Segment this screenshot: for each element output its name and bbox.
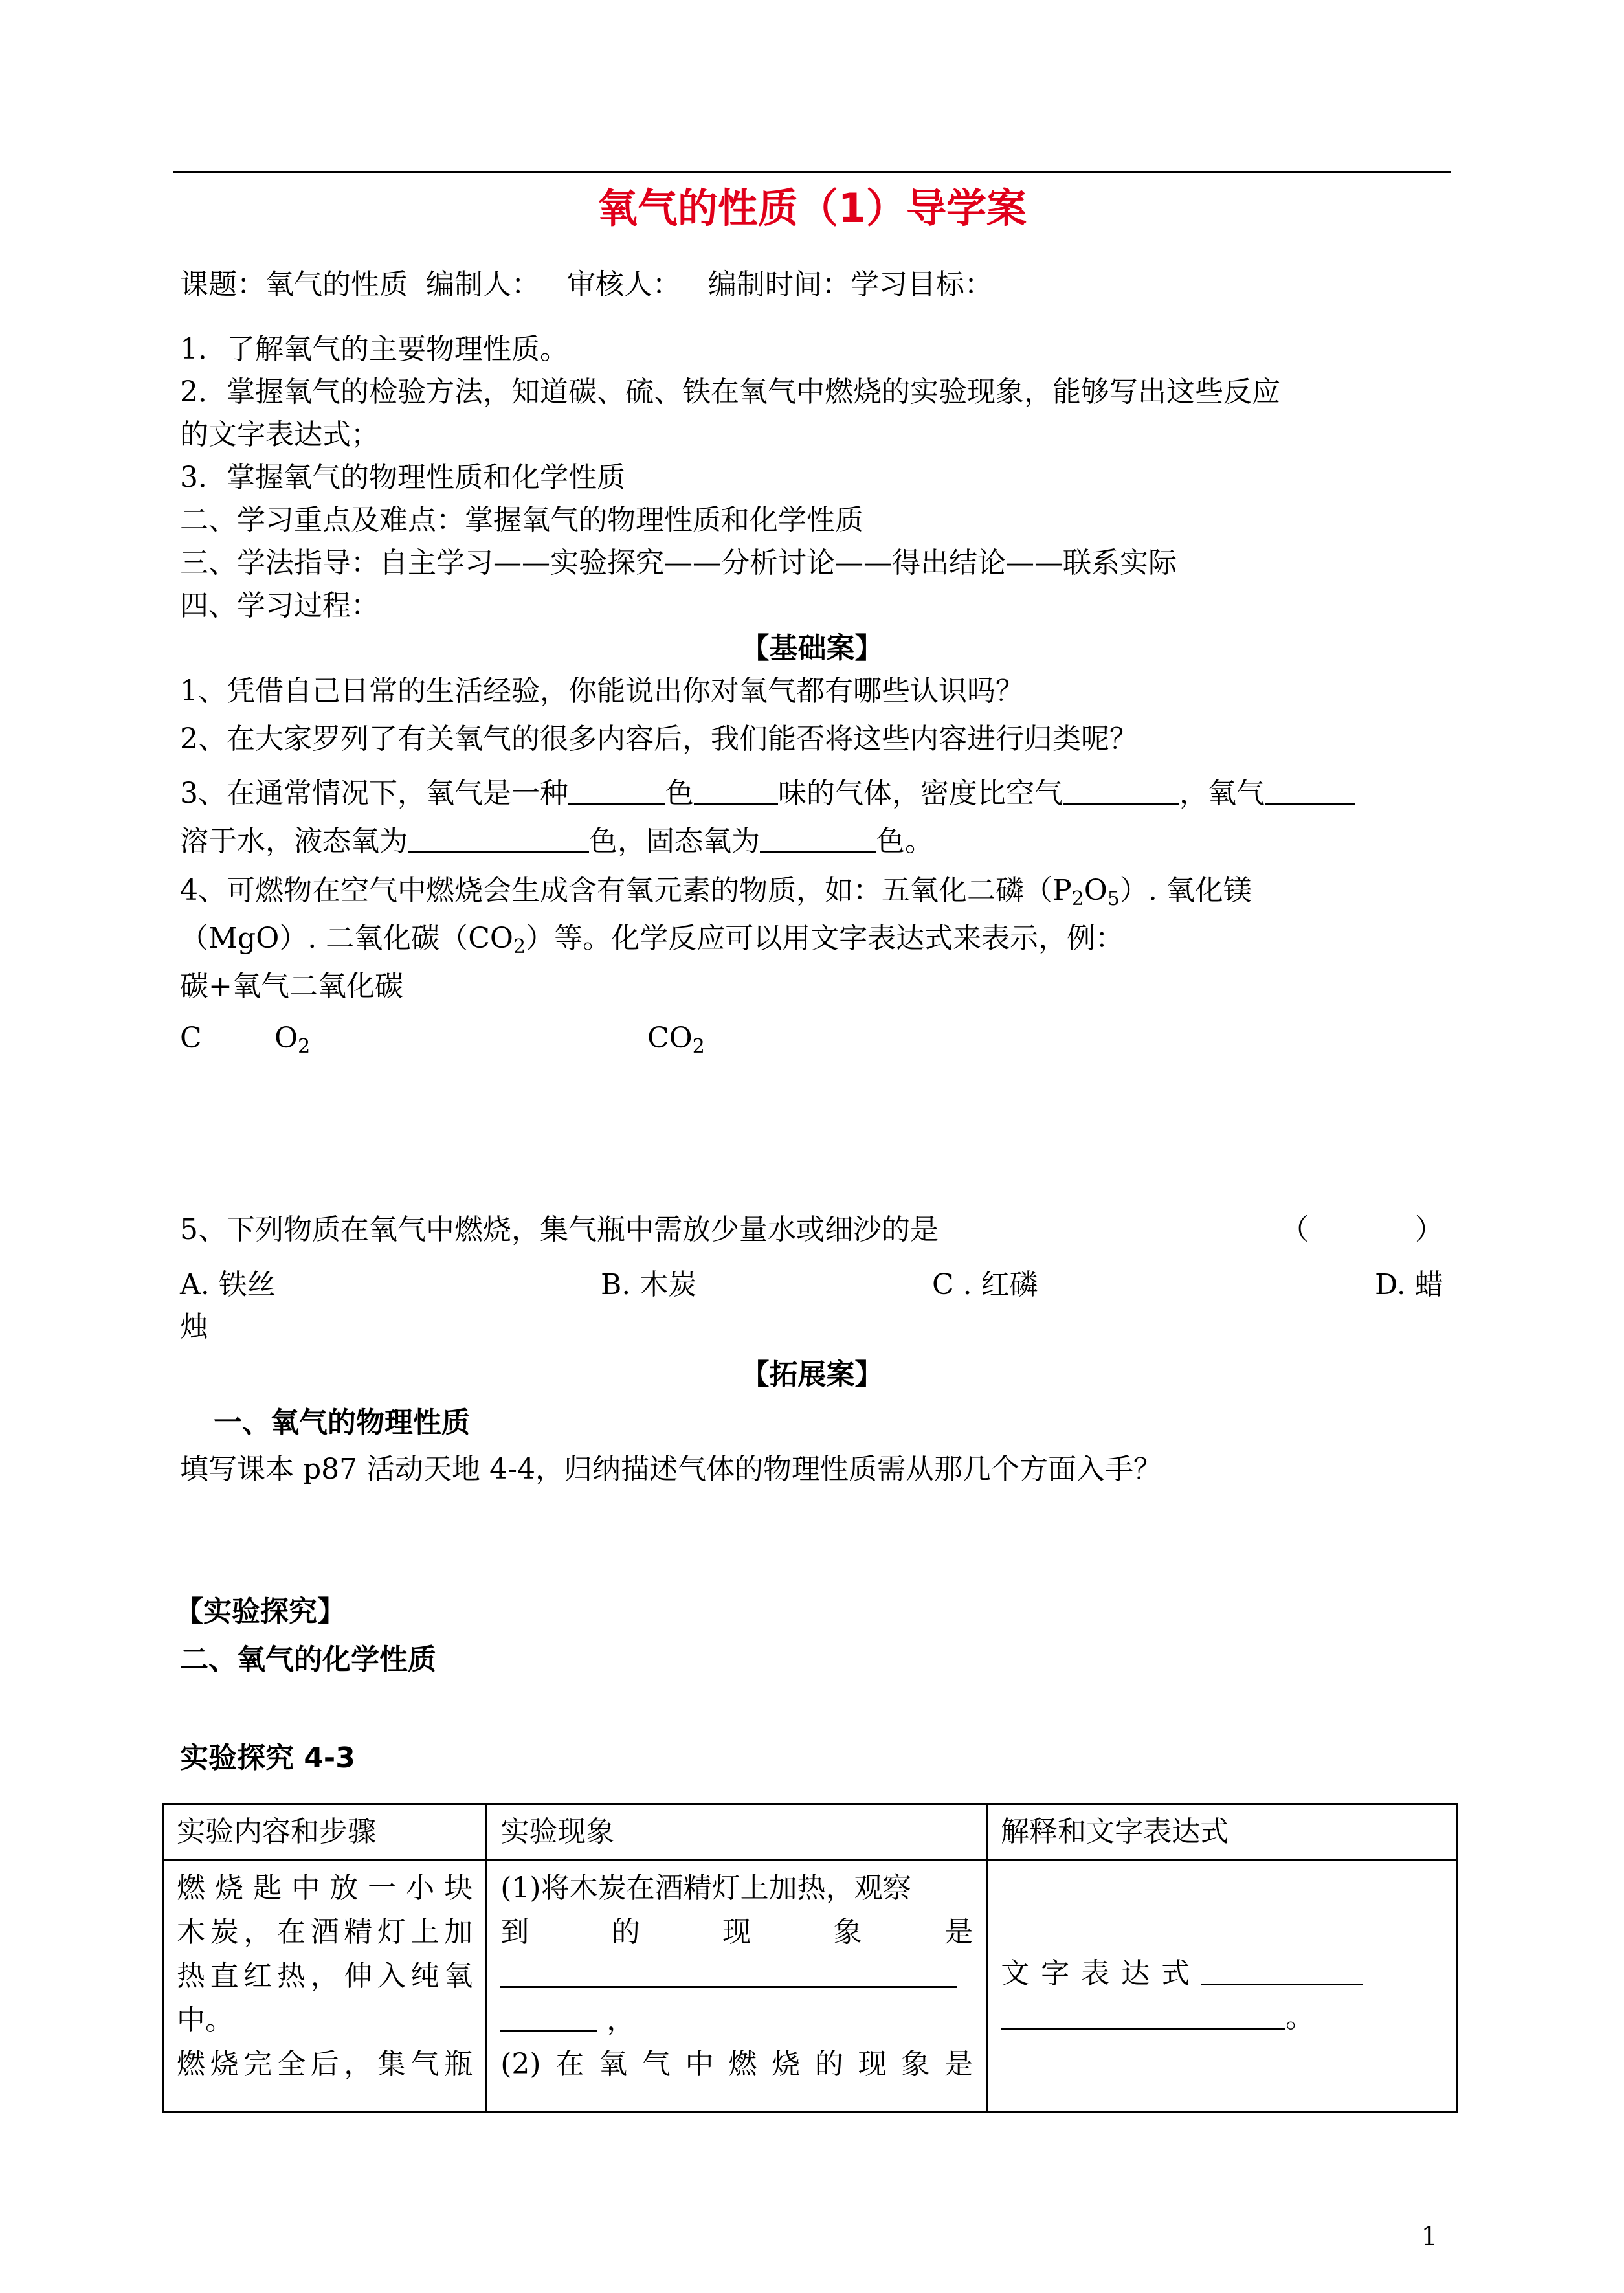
symbol-o2 [274, 1019, 310, 1066]
q3-text-7: 色。 [876, 825, 933, 858]
expression-line-1 [1001, 1952, 1443, 1996]
objective-1: 1．了解氧气的主要物理性质。 [180, 333, 568, 366]
q4-co2-sub: 2 [513, 935, 526, 958]
expression-blank-2[interactable] [1001, 2002, 1285, 2030]
symbol-co2-sub: 2 [692, 1035, 705, 1058]
page-title: 氧气的性质（1）导学案 [597, 185, 1027, 232]
question-3-line-2 [180, 822, 933, 861]
symbol-o2-sub: 2 [298, 1035, 311, 1058]
q4-sub-5: 5 [1107, 888, 1120, 910]
question-1: 1、凭借自己日常的生活经验，你能说出你对氧气都有哪些认识吗？ [180, 675, 1024, 708]
question-4-line-1 [180, 871, 1252, 919]
choice-a[interactable]: A. 铁丝 [180, 1268, 276, 1301]
phenomenon-blank-line[interactable] [500, 1954, 973, 1998]
q3-text-4: ，氧气 [1179, 777, 1265, 810]
q4-sub-2: 2 [1071, 888, 1084, 910]
objective-3: 3．掌握氧气的物理性质和化学性质 [180, 461, 625, 494]
table-header-cell: 解释和文字表达式 [987, 1804, 1458, 1861]
table-header-row [163, 1804, 1458, 1861]
q4-oxygen-symbol: O [1084, 874, 1107, 907]
top-rule [173, 171, 1451, 173]
phenomenon-blank[interactable] [500, 1960, 957, 1988]
section-two: 二、学习重点及难点：掌握氧气的物理性质和化学性质 [180, 504, 863, 537]
table-header-cell: 实验内容和步骤 [163, 1804, 487, 1861]
question-5: 5、下列物质在氧气中燃烧，集气瓶中需放少量水或细沙的是 [180, 1213, 939, 1246]
step-line: 中。 [177, 2004, 234, 2037]
phenomenon-blank-short[interactable] [500, 2004, 597, 2032]
extension-heading: 【拓展案】 [740, 1358, 884, 1391]
choice-d[interactable]: D. 蜡 [1375, 1268, 1443, 1301]
objective-2: 2．掌握氧气的检验方法，知道碳、硫、铁在氧气中燃烧的实验现象，能够写出这些反应 [180, 375, 1280, 408]
step-line: 燃烧完全后，集气瓶 [177, 2048, 473, 2081]
answer-paren-close: ） [1415, 1213, 1443, 1246]
expression-period: 。 [1285, 2001, 1315, 2034]
q3-blank-liquid-color[interactable] [408, 825, 589, 853]
chemical-properties-heading: 二、氧气的化学性质 [180, 1643, 436, 1676]
q3-blank-density[interactable] [1063, 777, 1179, 805]
q3-blank-solubility[interactable] [1265, 777, 1355, 805]
step-line: 热直红热，伸入纯氧 [177, 1960, 473, 1993]
q3-blank-solid-color[interactable] [760, 825, 876, 853]
table-cell-phenomena [487, 1861, 987, 2112]
q4-text-2: ）. 氧化镁 [1119, 874, 1252, 907]
q3-text-1: 3、在通常情况下，氧气是一种 [180, 777, 568, 810]
q3-text-2: 色 [665, 777, 694, 810]
q3-text-6: 色，固态氧为 [589, 825, 760, 858]
objective-2-cont: 的文字表达式； [180, 418, 379, 451]
q4-text-3: （MgO）. 二氧化碳（CO [180, 922, 514, 955]
phenomenon-line-1: (1)将木炭在酒精灯上加热，观察 [500, 1872, 911, 1905]
expression-label: 文字表达式 [1001, 1957, 1202, 1990]
q4-text-4: ）等。化学反应可以用文字表达式来表示，例： [526, 922, 1124, 955]
question-2: 2、在大家罗列了有关氧气的很多内容后，我们能否将这些内容进行归类呢？ [180, 722, 1138, 755]
symbol-o: O [274, 1022, 298, 1055]
basic-heading: 【基础案】 [740, 632, 884, 665]
experiment-heading: 【实验探究】 [175, 1595, 346, 1628]
phenomenon-comma: ， [606, 2004, 636, 2037]
header-line: 课题：氧气的性质 编制人： 审核人： 编制时间：学习目标： [180, 268, 993, 301]
section-four: 四、学习过程： [180, 589, 379, 622]
phenomenon-blank-line-2 [500, 1998, 973, 2042]
q3-blank-smell[interactable] [694, 777, 778, 805]
phenomenon-line-2: 到的现象是 [500, 1916, 973, 1949]
choice-b[interactable]: B. 木炭 [601, 1268, 697, 1301]
symbol-co: CO [647, 1022, 693, 1055]
q3-text-5: 溶于水，液态氧为 [180, 825, 408, 858]
symbol-c: C [180, 1022, 202, 1055]
expression-line-2 [1001, 1996, 1443, 2040]
choice-d-cont: 烛 [180, 1310, 208, 1343]
expression-blank-1[interactable] [1201, 1958, 1363, 1985]
physical-properties-text: 填写课本 p87 活动天地 4-4，归纳描述气体的物理性质需从那几个方面入手？ [180, 1453, 1162, 1486]
q3-blank-color[interactable] [568, 777, 665, 805]
experiment-label: 实验探究 4-3 [180, 1741, 355, 1774]
table-header-cell: 实验现象 [487, 1804, 987, 1861]
table-cell-expression [987, 1861, 1458, 2112]
step-line: 木炭，在酒精灯上加 [177, 1916, 473, 1949]
step-line: 燃烧匙中放一小块 [177, 1872, 473, 1905]
phenomenon-line-3: (2)在氧气中燃烧的现象是 [500, 2048, 973, 2081]
q3-text-3: 味的气体，密度比空气 [778, 777, 1063, 810]
experiment-table [162, 1803, 1458, 2113]
answer-paren-open: （ [1280, 1213, 1309, 1246]
page-number: 1 [1421, 2222, 1438, 2252]
q4-text-1: 4、可燃物在空气中燃烧会生成含有氧元素的物质，如：五氧化二磷（P [180, 874, 1072, 907]
table-row [163, 1861, 1458, 2112]
question-4-line-2 [180, 919, 1124, 967]
question-3-line-1 [180, 774, 1355, 813]
physical-properties-heading: 一、氧气的物理性质 [214, 1406, 470, 1439]
section-three: 三、学法指导：自主学习——实验探究——分析讨论——得出结论——联系实际 [180, 546, 1177, 579]
table-cell-steps [163, 1861, 487, 2112]
choice-c[interactable]: C . 红磷 [932, 1268, 1038, 1301]
word-equation: 碳+氧气二氧化碳 [180, 970, 403, 1003]
symbol-co2 [647, 1019, 705, 1066]
